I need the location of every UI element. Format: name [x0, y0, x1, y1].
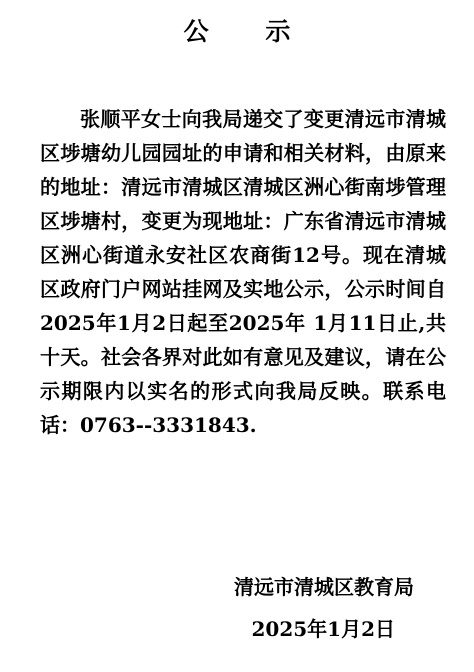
issuer-name: 清远市清城区教育局 [234, 575, 414, 599]
notice-body: 张顺平女士向我局递交了变更清远市清城区埗塘幼儿园园址的申请和相关材料，由原来的地址：清远市清城区清城区洲心街南埗管理区埗塘村，变更为现地址：广东省清远市清城区洲心街道永安社区农商街12号。现在清城区政府门户网站挂网及实地公示，公示时间自2025年1月2日起至2025年 1月11日止,共十天。社会各界对此如有意见及建议，请在公示期限内以实名的形式向我局反映。联系电话：0763--3331843. [40, 107, 446, 437]
notice-title: 公 示 [183, 17, 315, 46]
issue-date: 2025年1月2日 [251, 617, 395, 641]
